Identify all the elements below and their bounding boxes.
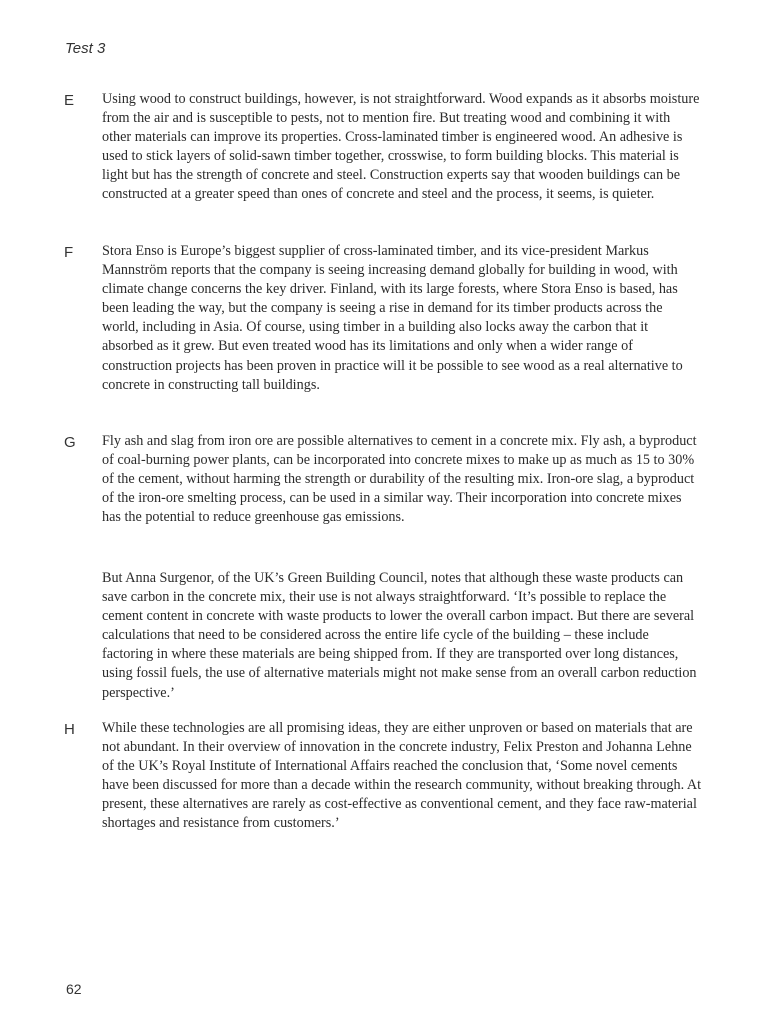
section-letter: E xyxy=(64,92,75,109)
paragraph: Using wood to construct buildings, however, is not straightforward. Wood expands as it absorbs moisture from the air and is susceptible to pests, not to mention fire. But treating wood and combining it with other materials can improve its properties. Cross-laminated timber is engineered wood. An adhesive is used to stick layers of solid-sawn timber together, crosswise, to form building blocks. This material is light but has the strength of concrete and steel. Construction experts say that wooden buildings can be constructed at a greater speed than ones of concrete and steel and the process, it seems, is quieter. xyxy=(102,91,700,203)
paragraph: Fly ash and slag from iron ore are possible alternatives to cement in a concrete mix. Fly ash, a byproduct of coal-burning power plants, can be incorporated into concrete mixes to make up as much as 15 to 30% of the cement, without harming the strength or durability of the resulting mix. Iron-ore slag, a byproduct of the iron-ore smelting process, can be used in a similar way. Their incorporation into concrete mixes has the potential to reduce greenhouse gas emissions. xyxy=(102,433,697,526)
page-header-title: Test 3 xyxy=(65,40,106,57)
paragraph: Stora Enso is Europe’s biggest supplier of cross-laminated timber, and its vice-president Markus Mannström reports that the company is seeing increasing demand globally for building in wood, with climate change concerns the key driver. Finland, with its large forests, where Stora Enso is based, has been leading the way, but the company is seeing a rise in demand for its timber products across the world, including in Asia. Of course, using timber in a building also locks away the carbon that it absorbed as it grew. But even treated wood has its limitations and only when a wider range of construction projects has been proven in practice will it be possible to see wood as a real alternative to concrete in constructing tall buildings. xyxy=(102,243,683,393)
paragraph: While these technologies are all promising ideas, they are either unproven or based on materials that are not abundant. In their overview of innovation in the concrete industry, Felix Preston and Johanna Lehne of the UK’s Royal Institute of International Affairs reached the conclusion that, ‘Some novel cements have been discussed for more than a decade within the research community, without breaking through. At present, these alternatives are rarely as cost-effective as conventional cement, and they face raw-material shortages and resistance from customers.’ xyxy=(102,720,702,832)
page-number: 62 xyxy=(66,981,82,997)
paragraph: But Anna Surgenor, of the UK’s Green Building Council, notes that although these waste products can save carbon in the concrete mix, their use is not always straightforward. ‘It’s possible to replace the cement content in concrete with waste products to lower the overall carbon impact. But there are several calculations that need to be considered across the entire life cycle of the building – these include factoring in where these materials are being shipped from. If they are transported over long distances, using fossil fuels, the use of alternative materials might not make sense from an overall carbon reduction perspective.’ xyxy=(102,570,697,701)
section-letter: G xyxy=(64,434,76,451)
section-letter: F xyxy=(64,244,74,261)
section-letter: H xyxy=(64,721,75,738)
